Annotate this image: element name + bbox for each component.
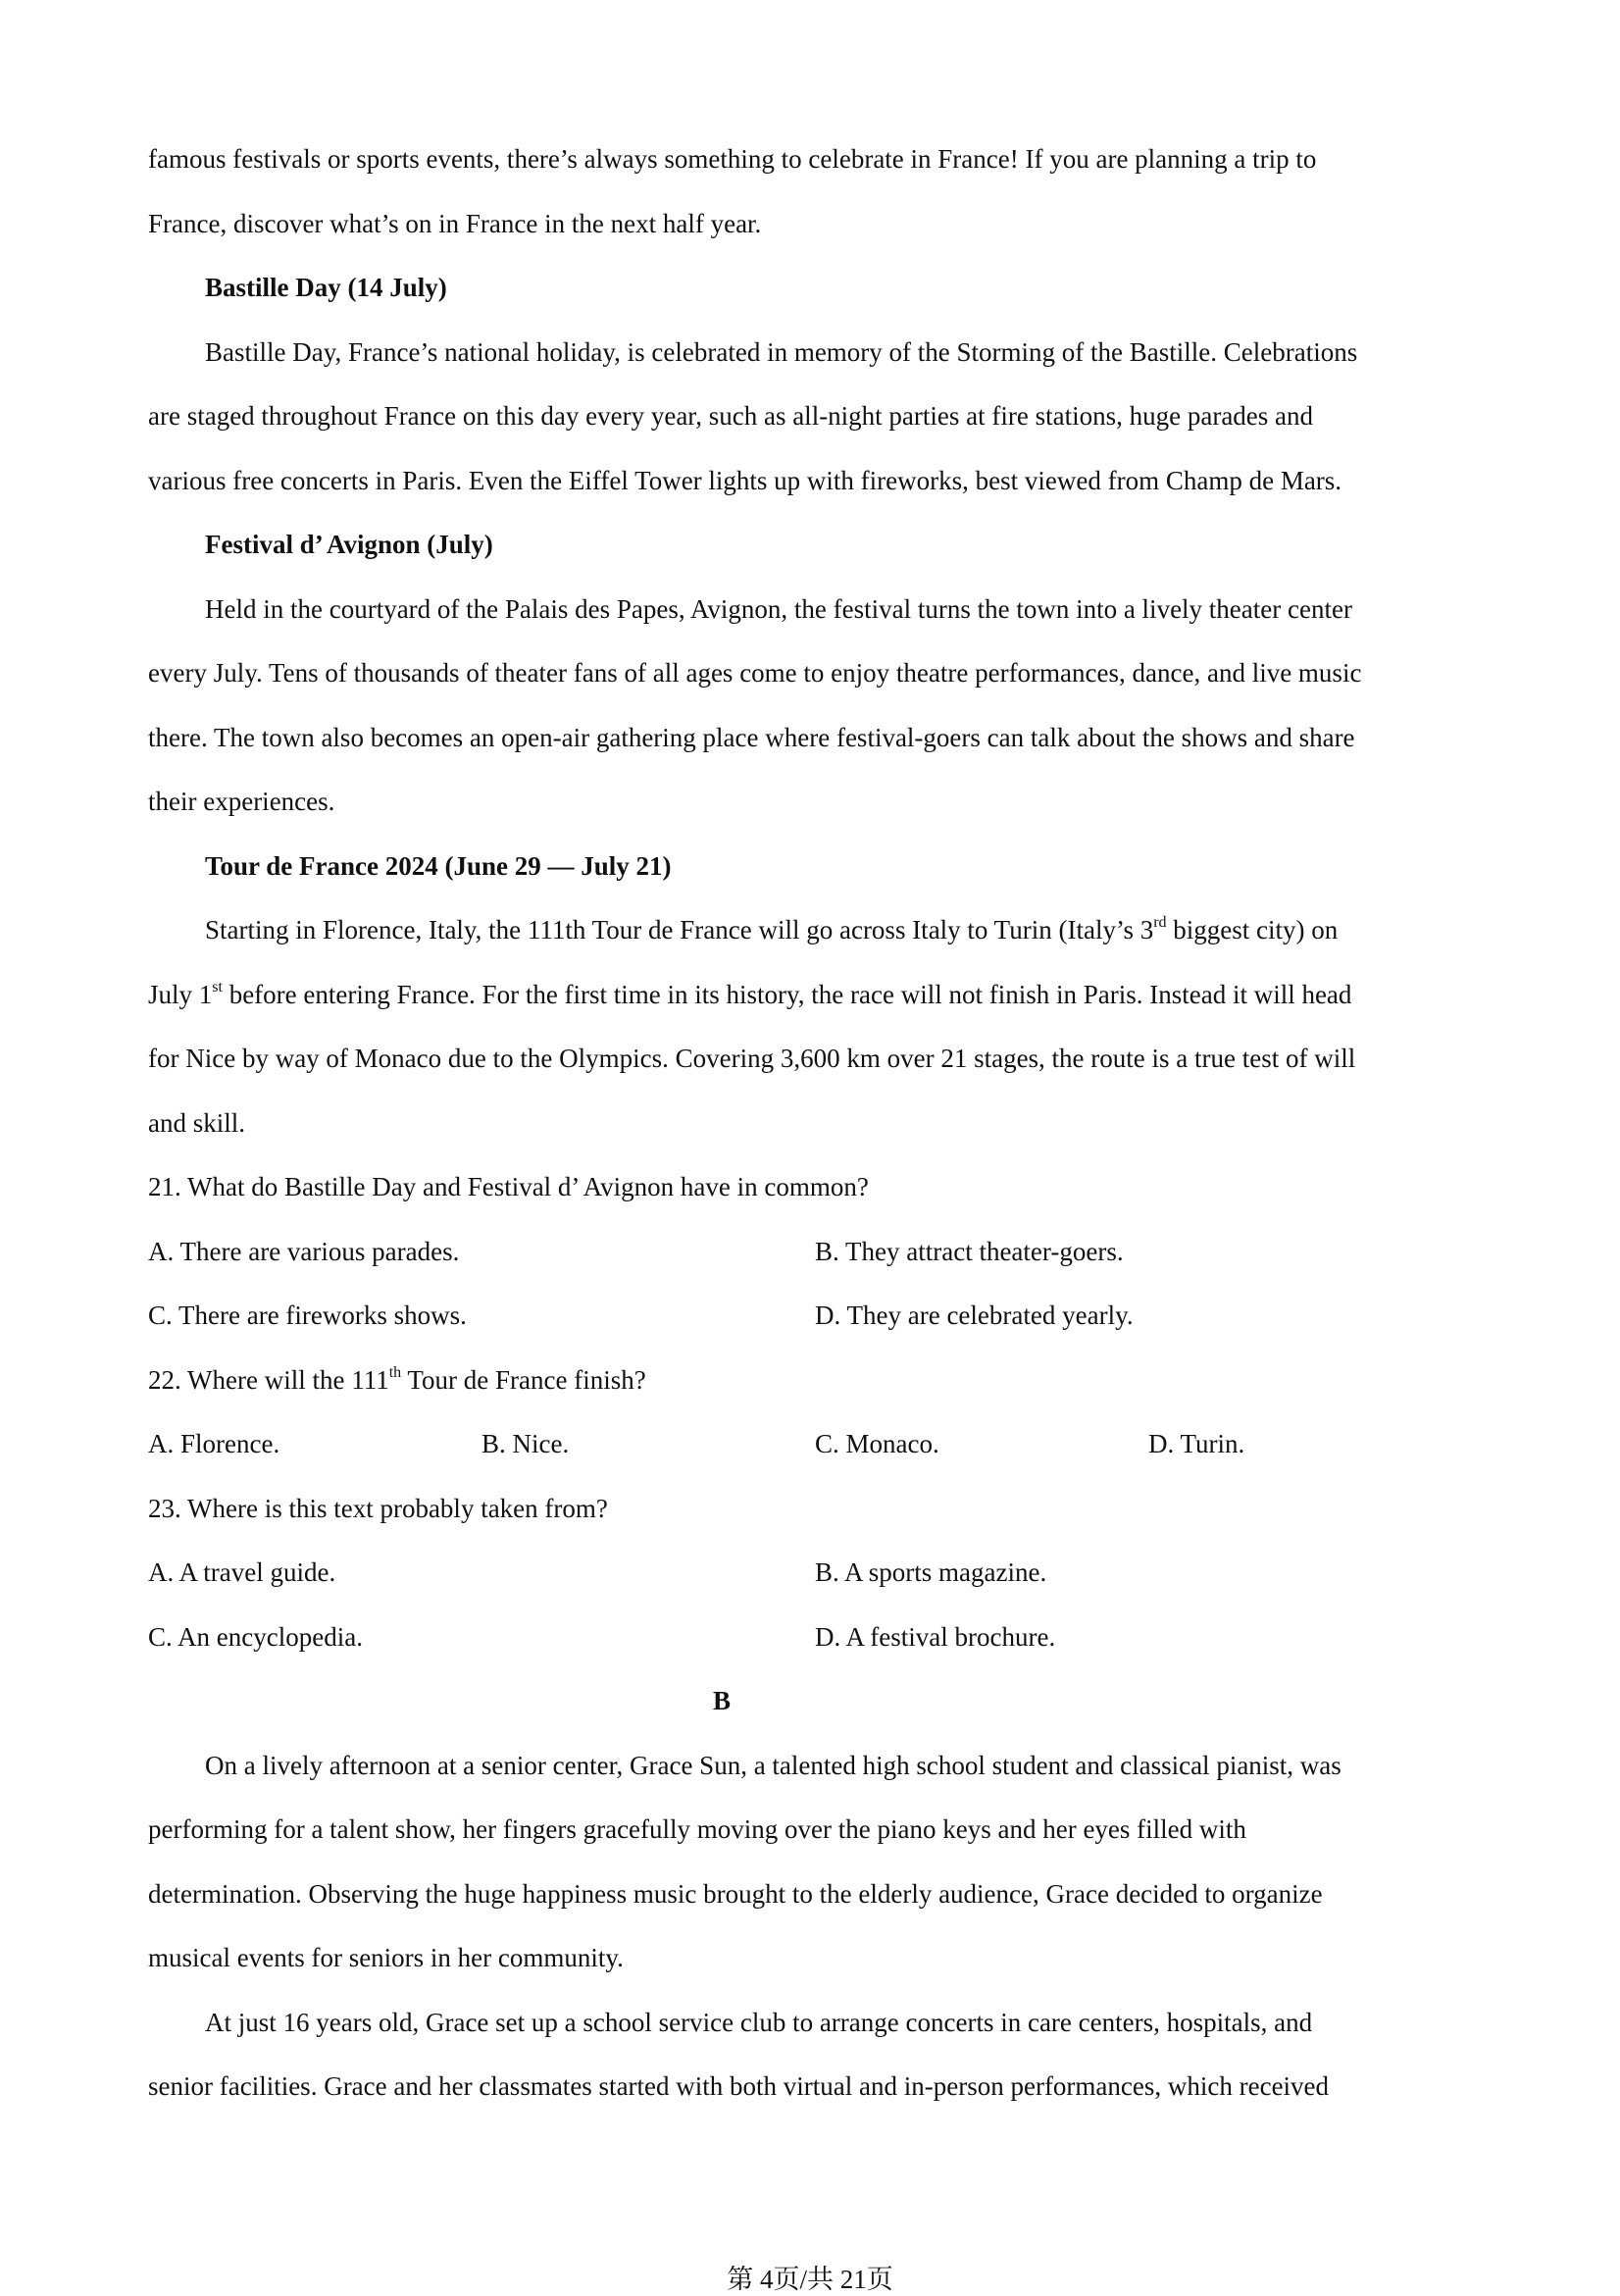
question-22-stem: [148, 1349, 1482, 1413]
bastille-paragraph-line: various free concerts in Paris. Even the Eiffel Tower lights up with fireworks, best viewed from Champ de Mars.: [148, 465, 1342, 495]
intro-line: famous festivals or sports events, there’s always something to celebrate in France! If you are planning a trip to: [148, 144, 1317, 174]
question-text: Tour de France finish?: [401, 1364, 646, 1395]
intro-line: France, discover what’s on in France in the next half year.: [148, 208, 762, 238]
option-b: B. Nice.: [481, 1429, 570, 1458]
avignon-paragraph-line: their experiences.: [148, 787, 335, 816]
option-c: C. Monaco.: [815, 1429, 939, 1458]
option-b: B. A sports magazine.: [815, 1557, 1047, 1587]
tour-text: July 1: [148, 979, 213, 1009]
question-23-options-row: [148, 1606, 1482, 1670]
ordinal-suffix: rd: [1153, 914, 1167, 931]
question-21-stem: 21. What do Bastille Day and Festival d’ Avignon have in common?: [148, 1172, 869, 1201]
question-21-options-row: [148, 1220, 1482, 1285]
ordinal-suffix: th: [388, 1363, 402, 1381]
option-d: D. They are celebrated yearly.: [815, 1301, 1134, 1330]
avignon-paragraph-line: there. The town also becomes an open-air gathering place where festival-goers can talk about the shows and share: [148, 722, 1355, 752]
option-a: A. There are various parades.: [148, 1236, 460, 1266]
passage-b-paragraph-line: senior facilities. Grace and her classmates started with both virtual and in-person performances, which received: [148, 2071, 1330, 2101]
document-page: [148, 128, 1482, 2119]
avignon-paragraph-line: Held in the courtyard of the Palais des Papes, Avignon, the festival turns the town into a lively theater center: [205, 593, 1352, 624]
question-23-options-row: [148, 1541, 1482, 1606]
question-text: 22. Where will the 111: [148, 1364, 389, 1395]
tour-text: before entering France. For the first time in its history, the race will not finish in Paris. Instead it will head: [222, 979, 1352, 1009]
tour-paragraph-line: and skill.: [148, 1107, 245, 1138]
option-d: D. A festival brochure.: [815, 1621, 1056, 1652]
question-21-options-row: [148, 1284, 1482, 1349]
ordinal-suffix: st: [212, 978, 223, 995]
section-heading-tour: Tour de France 2024 (June 29 — July 21): [205, 850, 672, 881]
page-number-footer: 第 4页/共 21页: [727, 2265, 893, 2294]
option-b: B. They attract theater-goers.: [815, 1236, 1124, 1266]
passage-b-paragraph-line: performing for a talent show, her fingers gracefully moving over the piano keys and her eyes filled with: [148, 1814, 1246, 1844]
section-heading-avignon: Festival d’ Avignon (July): [205, 530, 493, 559]
bastille-paragraph-line: are staged throughout France on this day every year, such as all-night parties at fire stations, huge parades and: [148, 401, 1314, 431]
option-a: A. Florence.: [148, 1429, 280, 1458]
question-22-options-row: [148, 1412, 1482, 1477]
bastille-paragraph-line: Bastille Day, France’s national holiday, is celebrated in memory of the Storming of the Bastille. Celebrations: [205, 336, 1358, 367]
section-heading-bastille: Bastille Day (14 July): [205, 273, 447, 302]
passage-b-paragraph-line: musical events for seniors in her community.: [148, 1943, 624, 1972]
tour-paragraph-line: for Nice by way of Monaco due to the Olympics. Covering 3,600 km over 21 stages, the route is a true test of will: [148, 1044, 1356, 1073]
passage-b-heading: B: [712, 1686, 731, 1715]
option-c: C. There are fireworks shows.: [148, 1301, 467, 1330]
tour-text: biggest city) on: [1166, 915, 1339, 944]
passage-b-paragraph-line: At just 16 years old, Grace set up a school service club to arrange concerts in care centers, hospitals, and: [205, 2007, 1313, 2037]
passage-b-paragraph-line: On a lively afternoon at a senior center, Grace Sun, a talented high school student and classical pianist, was: [205, 1750, 1342, 1780]
tour-paragraph-line: [148, 963, 1482, 1028]
option-a: A. A travel guide.: [148, 1557, 336, 1587]
question-23-stem: 23. Where is this text probably taken from?: [148, 1493, 608, 1523]
tour-text: Starting in Florence, Italy, the 111th Tour de France will go across Italy to Turin (Italy’s 3: [205, 915, 1154, 944]
avignon-paragraph-line: every July. Tens of thousands of theater fans of all ages come to enjoy theatre performances, dance, and live music: [148, 658, 1362, 688]
option-d: D. Turin.: [1148, 1429, 1245, 1458]
tour-paragraph-line: [148, 898, 1482, 963]
passage-b-paragraph-line: determination. Observing the huge happiness music brought to the elderly audience, Grace decided to organize: [148, 1878, 1323, 1909]
option-c: C. An encyclopedia.: [148, 1621, 363, 1652]
